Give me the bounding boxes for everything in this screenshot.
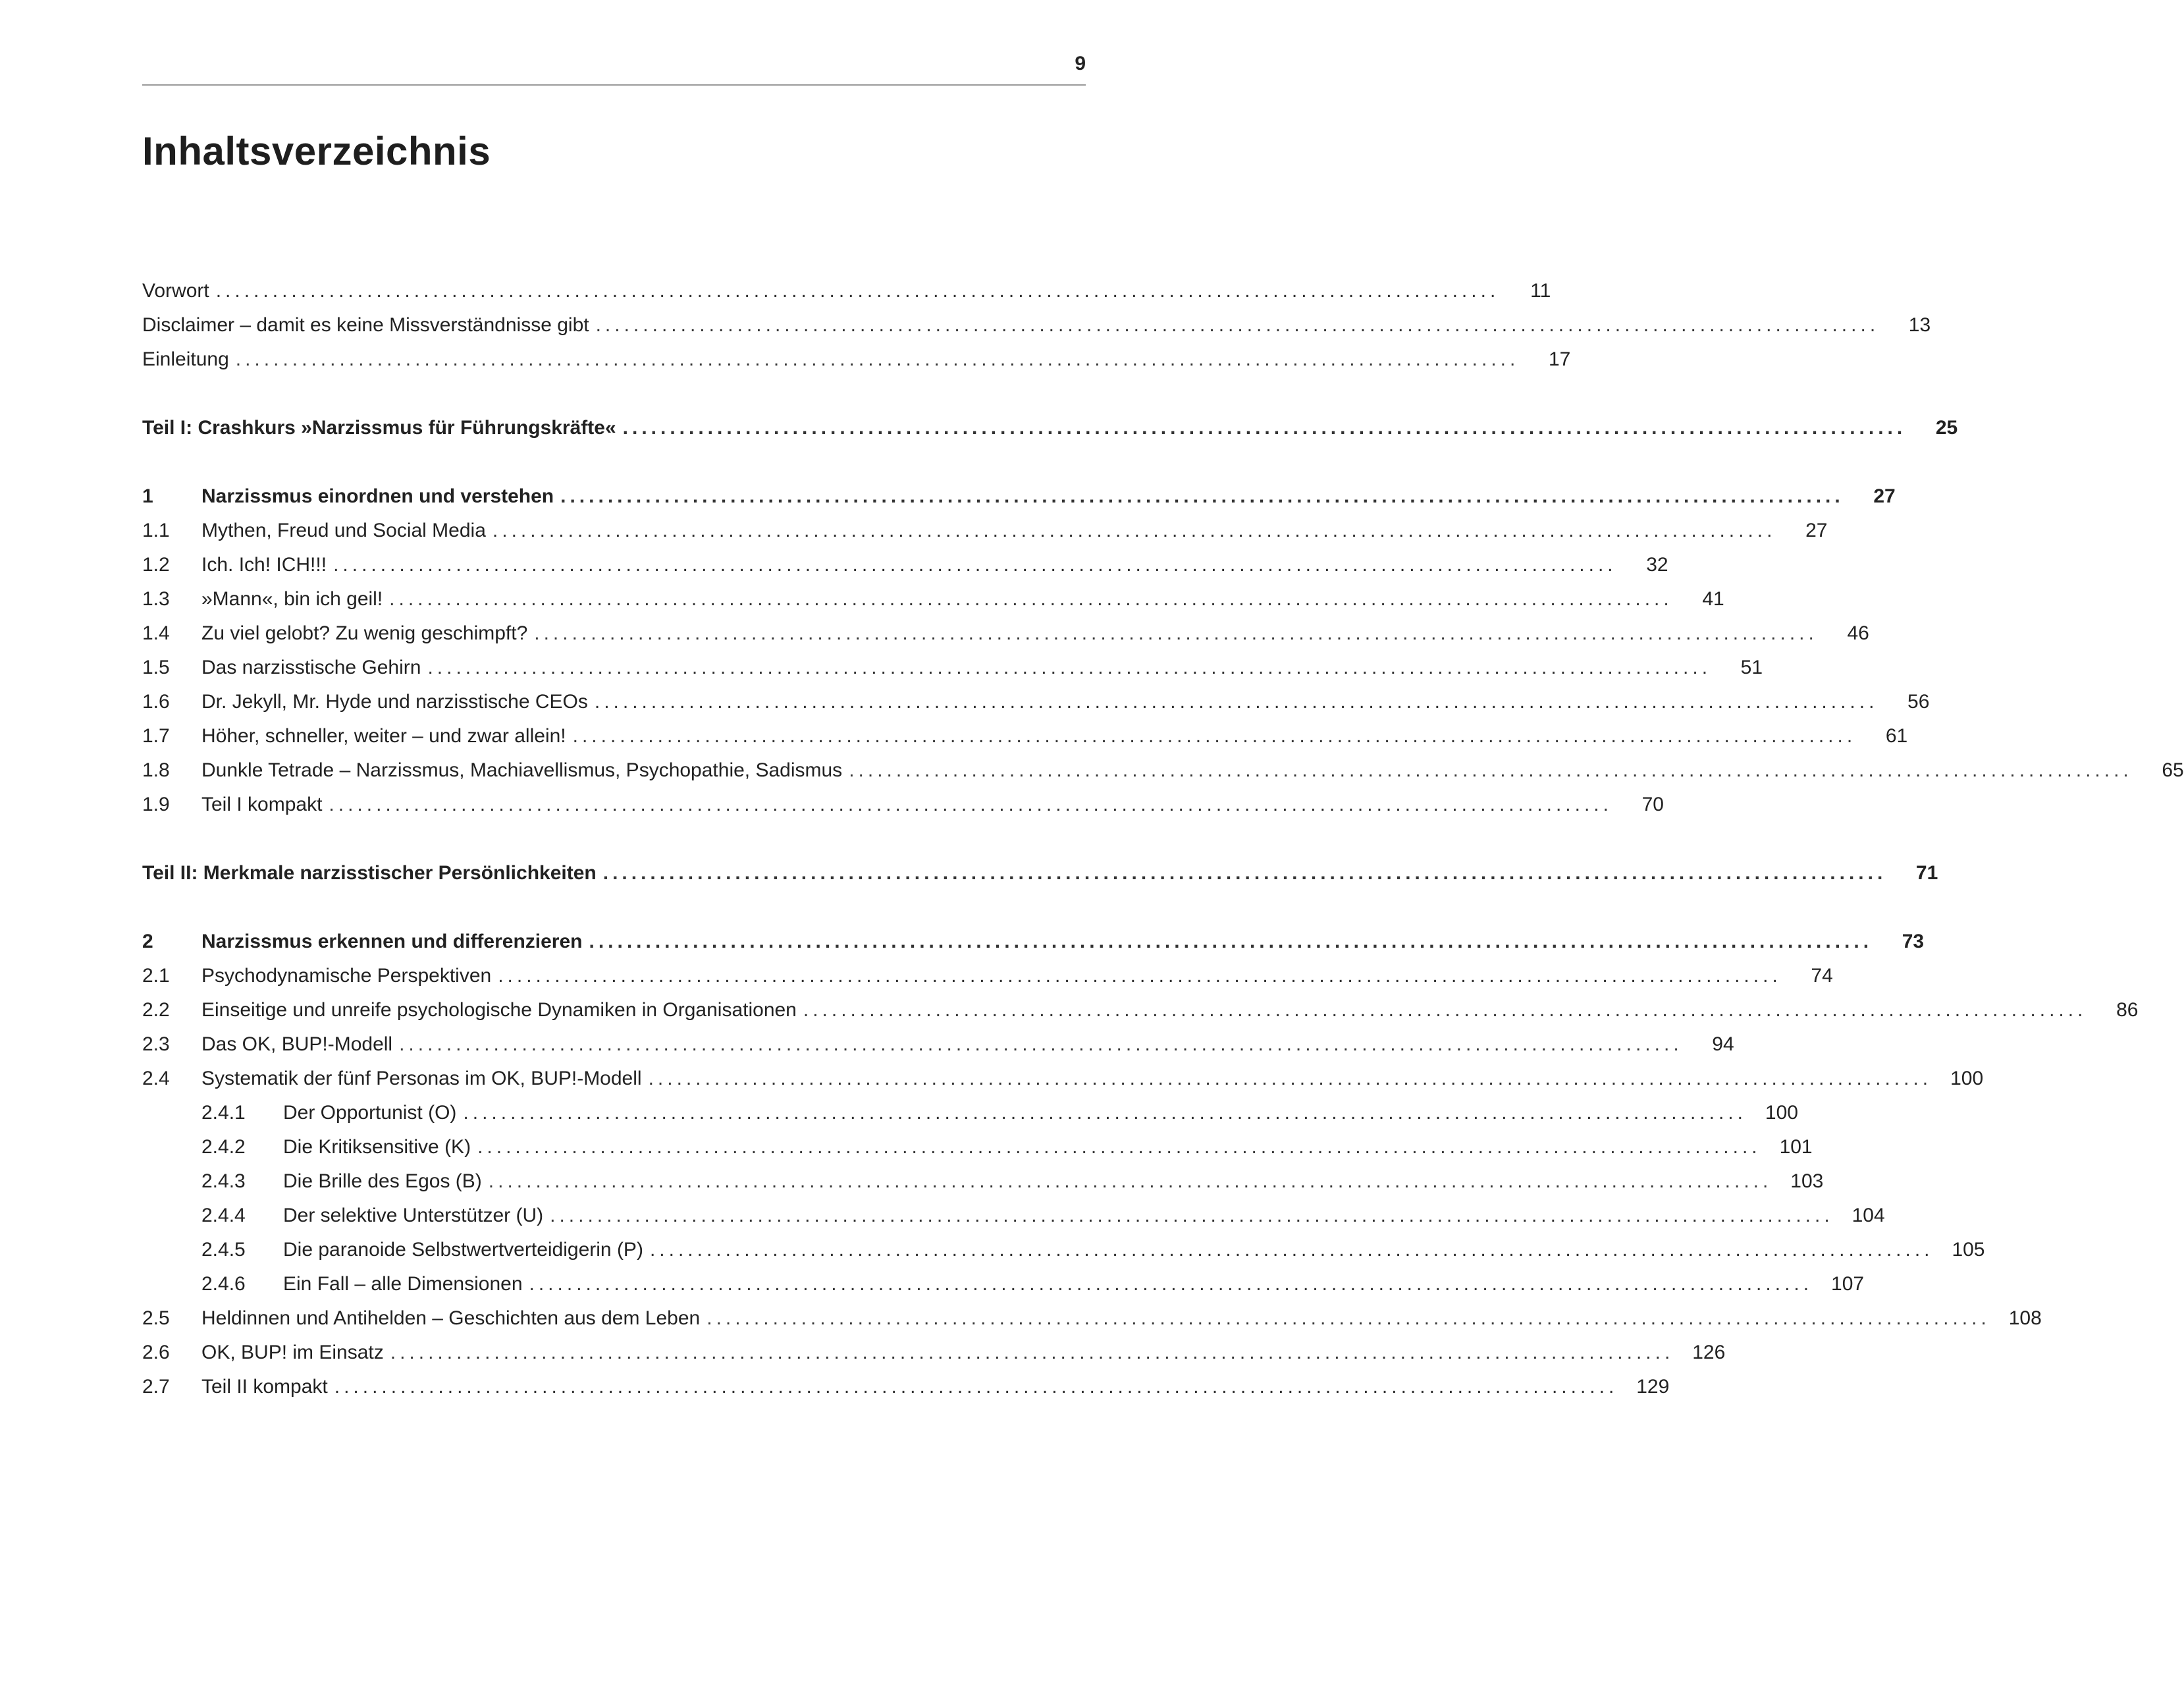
toc-entry[interactable]: [142, 753, 2184, 788]
toc-entry-title: Heldinnen und Antihelden – Geschichten aus dem Leben: [201, 1307, 701, 1329]
toc-dot-leader: ........................................................................................................................................: [803, 999, 2087, 1021]
toc-entry-title: Narzissmus einordnen und verstehen: [201, 485, 554, 507]
toc-entry-number: 2.4.4: [201, 1205, 246, 1226]
toc-entry-title: Disclaimer – damit es keine Missverständnisse gibt: [142, 314, 589, 336]
toc-dot-leader: ........................................................................................................................................: [595, 314, 1880, 336]
toc-dot-leader: ........................................................................................................................................: [498, 965, 1782, 987]
toc-entry-number: 1.9: [142, 794, 170, 815]
toc-entry-title: Psychodynamische Perspektiven: [201, 965, 492, 987]
table-of-contents: [142, 274, 2184, 1404]
toc-entry-number: 2.4.2: [201, 1136, 246, 1158]
toc-entry[interactable]: [142, 1267, 1865, 1301]
toc-dot-leader: ........................................................................................................................................: [602, 862, 1887, 884]
toc-spacer: [142, 822, 1086, 856]
page-number: 9: [1075, 53, 1086, 74]
toc-entry[interactable]: [142, 925, 1925, 959]
toc-entry-page: 126: [1692, 1342, 1726, 1363]
toc-spacer: [142, 890, 1086, 925]
toc-entry-number: 1.5: [142, 657, 170, 678]
toc-entry-page: 27: [1873, 485, 1896, 507]
toc-entry-title: Der selektive Unterstützer (U): [283, 1205, 544, 1226]
toc-entry-number: 1.7: [142, 725, 170, 747]
toc-entry-number: 2.1: [142, 965, 170, 987]
toc-entry-number: 2.5: [142, 1307, 170, 1329]
toc-entry[interactable]: [142, 514, 1828, 548]
toc-entry-page: 71: [1915, 862, 1938, 884]
toc-entry-title: Ich. Ich! ICH!!!: [201, 554, 327, 576]
toc-entry-page: 104: [1851, 1205, 1885, 1226]
toc-dot-leader: ........................................................................................................................................: [572, 725, 1857, 747]
toc-entry-title: Vorwort: [142, 280, 209, 302]
toc-entry-number: 2.2: [142, 999, 170, 1021]
toc-spacer: [142, 445, 1086, 479]
toc-entry-page: 46: [1847, 622, 1869, 644]
toc-dot-leader: ........................................................................................................................................: [488, 1170, 1772, 1192]
toc-entry-number: 2.4.3: [201, 1170, 246, 1192]
toc-entry-number: 1.6: [142, 691, 170, 713]
toc-dot-leader: ........................................................................................................................................: [235, 348, 1520, 370]
toc-entry-number: 1.1: [142, 520, 170, 541]
toc-entry[interactable]: [142, 342, 1571, 377]
toc-entry-page: 100: [1765, 1102, 1798, 1124]
toc-entry-title: Das OK, BUP!-Modell: [201, 1033, 393, 1055]
toc-dot-leader: ........................................................................................................................................: [648, 1068, 1932, 1089]
toc-entry-title: Einleitung: [142, 348, 229, 370]
toc-entry-page: 70: [1641, 794, 1664, 815]
toc-dot-leader: ........................................................................................................................................: [215, 280, 1500, 302]
toc-dot-leader: ........................................................................................................................................: [463, 1102, 1747, 1124]
toc-entry[interactable]: [142, 788, 1664, 822]
toc-entry-number: 1.4: [142, 622, 170, 644]
toc-entry-page: 129: [1636, 1376, 1670, 1398]
toc-dot-leader: ........................................................................................................................................: [477, 1136, 1761, 1158]
toc-entry-page: 105: [1952, 1239, 1985, 1261]
toc-entry-title: Dr. Jekyll, Mr. Hyde und narzisstische CEOs: [201, 691, 588, 713]
toc-entry-number: 2.7: [142, 1376, 170, 1398]
toc-dot-leader: ........................................................................................................................................: [492, 520, 1776, 541]
toc-entry-number: 1.8: [142, 759, 170, 781]
toc-dot-leader: ........................................................................................................................................: [706, 1307, 1990, 1329]
toc-entry-title: Teil I kompakt: [201, 794, 323, 815]
toc-entry[interactable]: [142, 1027, 1734, 1062]
toc-entry-title: »Mann«, bin ich geil!: [201, 588, 383, 610]
toc-dot-leader: ........................................................................................................................................: [594, 691, 1878, 713]
toc-entry[interactable]: [142, 993, 2139, 1027]
toc-entry-page: 27: [1805, 520, 1828, 541]
toc-entry-number: 1: [142, 485, 153, 507]
toc-entry[interactable]: [142, 959, 1833, 993]
toc-entry[interactable]: [142, 651, 1763, 685]
toc-entry-page: 65: [2162, 759, 2184, 781]
toc-entry[interactable]: [142, 1199, 1885, 1233]
toc-entry-number: 2.3: [142, 1033, 170, 1055]
toc-dot-leader: ........................................................................................................................................: [334, 1376, 1618, 1398]
toc-entry-page: 107: [1831, 1273, 1865, 1295]
header-rule: [142, 84, 1086, 86]
toc-dot-leader: ........................................................................................................................................: [333, 554, 1617, 576]
toc-entry-number: 2.4.5: [201, 1239, 246, 1261]
toc-spacer: [142, 377, 1086, 411]
toc-entry-title: Der Opportunist (O): [283, 1102, 457, 1124]
toc-entry-title: Die Kritiksensitive (K): [283, 1136, 471, 1158]
toc-dot-leader: ........................................................................................................................................: [849, 759, 2133, 781]
toc-entry-page: 17: [1548, 348, 1571, 370]
toc-entry[interactable]: [142, 616, 1869, 651]
toc-entry-title: Die Brille des Egos (B): [283, 1170, 482, 1192]
toc-dot-leader: ........................................................................................................................................: [534, 622, 1818, 644]
toc-dot-leader: ........................................................................................................................................: [399, 1033, 1683, 1055]
toc-entry-title: Einseitige und unreife psychologische Dynamiken in Organisationen: [201, 999, 797, 1021]
toc-entry-title: Dunkle Tetrade – Narzissmus, Machiavellismus, Psychopathie, Sadismus: [201, 759, 843, 781]
toc-entry-page: 41: [1702, 588, 1724, 610]
toc-dot-leader: ........................................................................................................................................: [649, 1239, 1934, 1261]
toc-dot-leader: ........................................................................................................................................: [427, 657, 1712, 678]
toc-entry[interactable]: [142, 479, 1896, 514]
toc-entry[interactable]: [142, 856, 1938, 890]
toc-entry-number: 2.4.1: [201, 1102, 246, 1124]
toc-entry[interactable]: [142, 1062, 1984, 1096]
toc-dot-leader: ........................................................................................................................................: [529, 1273, 1813, 1295]
toc-entry[interactable]: [142, 582, 1724, 616]
toc-entry-title: Teil II kompakt: [201, 1376, 328, 1398]
toc-entry-number: 2.4: [142, 1068, 170, 1089]
toc-entry[interactable]: [142, 1336, 1726, 1370]
toc-entry-number: 1.3: [142, 588, 170, 610]
toc-entry[interactable]: [142, 548, 1668, 582]
page-title: Inhaltsverzeichnis: [142, 129, 491, 173]
toc-entry[interactable]: [142, 719, 1908, 753]
toc-entry-title: Zu viel gelobt? Zu wenig geschimpft?: [201, 622, 528, 644]
toc-entry-page: 25: [1935, 417, 1958, 439]
toc-entry[interactable]: [142, 1370, 1670, 1404]
toc-entry-page: 100: [1950, 1068, 1984, 1089]
toc-entry-page: 103: [1790, 1170, 1824, 1192]
toc-entry-page: 86: [2116, 999, 2139, 1021]
toc-entry-title: Die paranoide Selbstwertverteidigerin (P): [283, 1239, 643, 1261]
toc-entry-title: OK, BUP! im Einsatz: [201, 1342, 384, 1363]
toc-dot-leader: ........................................................................................................................................: [560, 485, 1844, 507]
toc-entry[interactable]: [142, 1130, 1813, 1164]
toc-entry-title: Systematik der fünf Personas im OK, BUP!-Modell: [201, 1068, 642, 1089]
toc-entry-number: 1.2: [142, 554, 170, 576]
toc-entry[interactable]: [142, 274, 1551, 308]
toc-entry-page: 11: [1530, 280, 1551, 302]
toc-entry[interactable]: [142, 1096, 1798, 1130]
toc-entry[interactable]: [142, 411, 1958, 445]
toc-entry-page: 108: [2008, 1307, 2042, 1329]
toc-entry-page: 56: [1907, 691, 1930, 713]
toc-entry-page: 13: [1908, 314, 1931, 336]
toc-entry-number: 2.6: [142, 1342, 170, 1363]
toc-entry-number: 2.4.6: [201, 1273, 246, 1295]
toc-dot-leader: ........................................................................................................................................: [550, 1205, 1834, 1226]
toc-dot-leader: ........................................................................................................................................: [389, 588, 1673, 610]
toc-dot-leader: ........................................................................................................................................: [589, 931, 1873, 952]
toc-entry[interactable]: [142, 1301, 2042, 1336]
toc-entry[interactable]: [142, 1164, 1824, 1199]
toc-entry-title: Das narzisstische Gehirn: [201, 657, 421, 678]
toc-entry-page: 94: [1712, 1033, 1734, 1055]
toc-entry-title: Teil II: Merkmale narzisstischer Persönlichkeiten: [142, 862, 597, 884]
toc-entry-title: Narzissmus erkennen und differenzieren: [201, 931, 583, 952]
toc-entry-title: Höher, schneller, weiter – und zwar allein!: [201, 725, 566, 747]
toc-entry-title: Mythen, Freud und Social Media: [201, 520, 486, 541]
toc-dot-leader: ........................................................................................................................................: [329, 794, 1612, 815]
toc-dot-leader: ........................................................................................................................................: [622, 417, 1907, 439]
toc-entry[interactable]: [142, 1233, 1985, 1267]
toc-entry-page: 73: [1902, 931, 1925, 952]
toc-entry[interactable]: [142, 308, 1931, 342]
toc-entry-title: Teil I: Crashkurs »Narzissmus für Führungskräfte«: [142, 417, 616, 439]
toc-entry-page: 32: [1646, 554, 1668, 576]
toc-entry-page: 101: [1779, 1136, 1813, 1158]
toc-dot-leader: ........................................................................................................................................: [390, 1342, 1674, 1363]
toc-entry[interactable]: [142, 685, 1930, 719]
toc-entry-number: 2: [142, 931, 153, 952]
toc-entry-page: 61: [1885, 725, 1908, 747]
toc-entry-page: 51: [1740, 657, 1763, 678]
toc-entry-title: Ein Fall – alle Dimensionen: [283, 1273, 523, 1295]
toc-entry-page: 74: [1811, 965, 1833, 987]
